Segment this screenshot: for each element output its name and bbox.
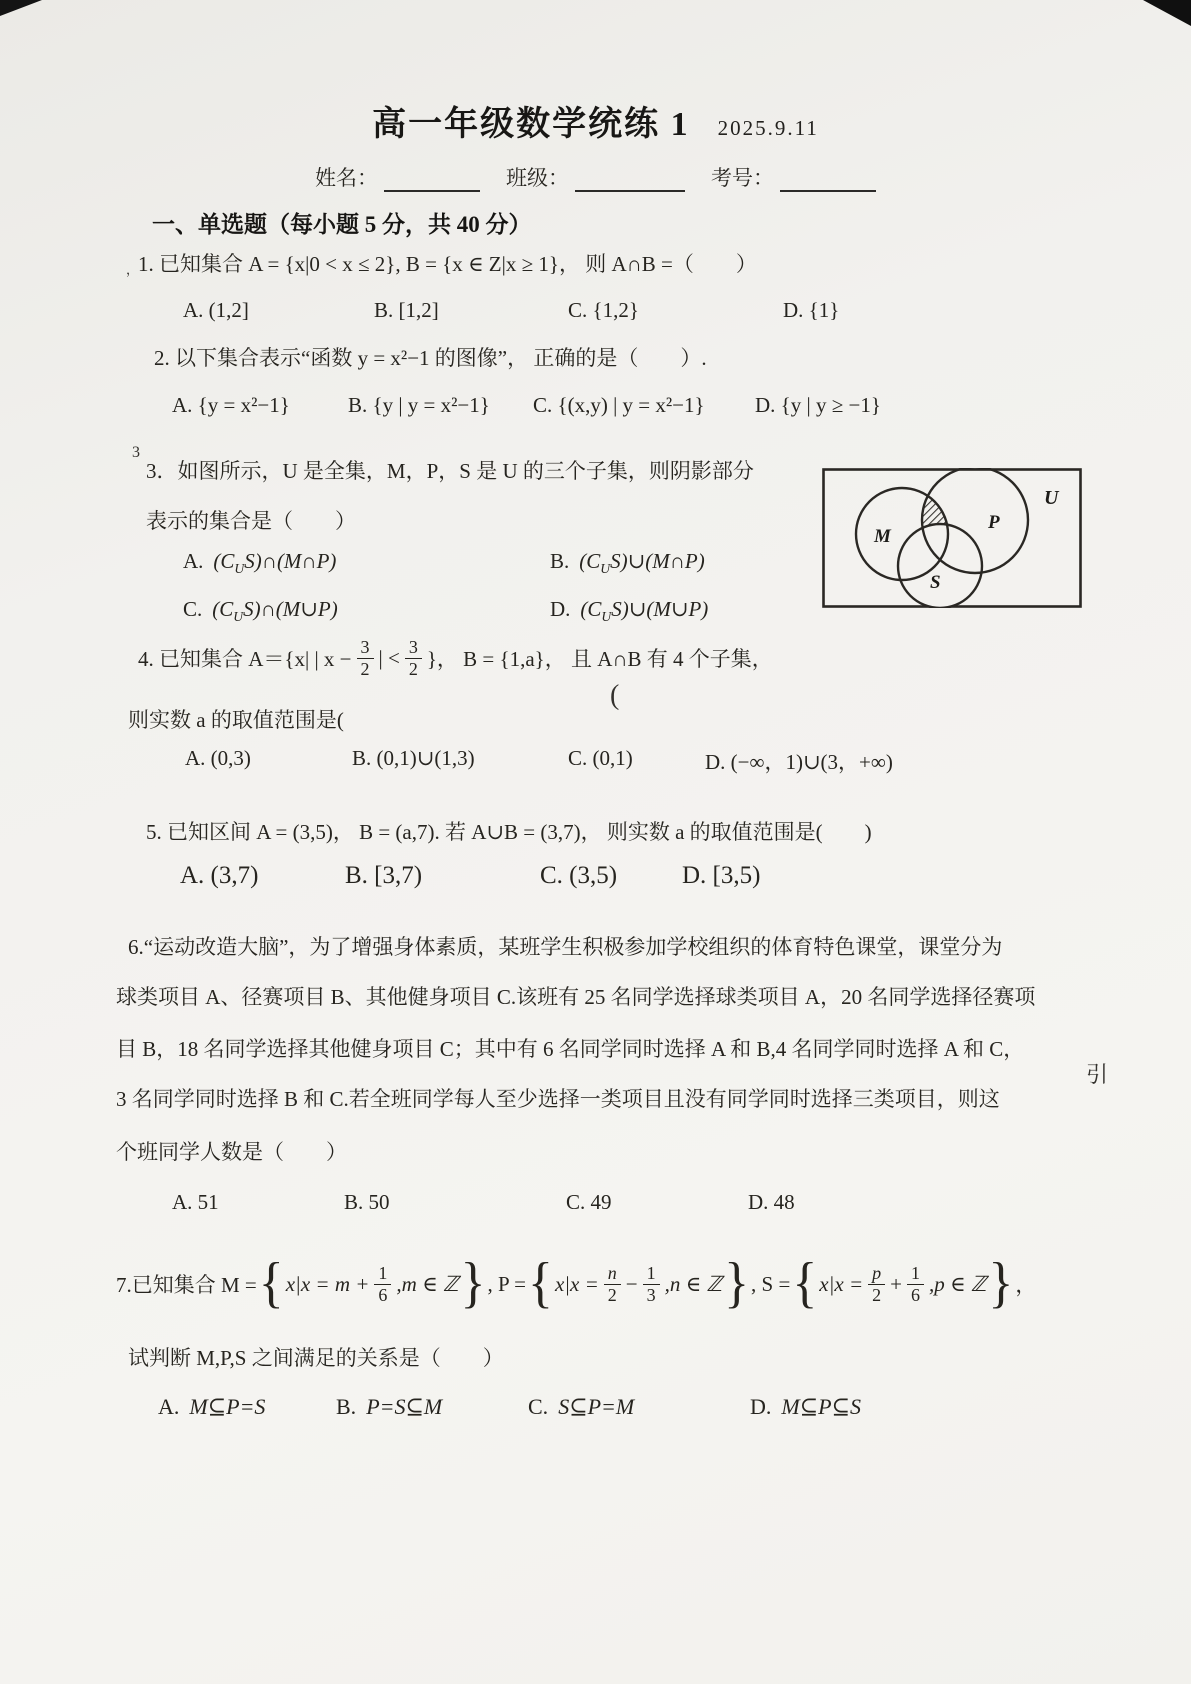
label-u: U xyxy=(1044,487,1059,509)
complement-sub: U xyxy=(233,609,244,625)
page-title: 高一年级数学统练 1 xyxy=(372,106,690,143)
class-label: 班级： xyxy=(506,166,569,190)
fraction-denominator: 2 xyxy=(360,658,370,679)
q5-stem: 5. 已知区间 A = (3,5)， B = (a,7). 若 A∪B = (3,7)， 则实数 a 的取值范围是( ) xyxy=(146,820,872,844)
option-math xyxy=(212,597,338,625)
exam-date: 2025.9.11 xyxy=(717,116,819,140)
q7-option-b xyxy=(336,1394,442,1420)
q7-seg8: x|x = xyxy=(819,1271,864,1296)
option-rest: S)∩(M∪P) xyxy=(243,597,338,621)
class-blank xyxy=(575,168,685,192)
option-math xyxy=(580,597,709,625)
exam-number-blank xyxy=(780,168,876,192)
q5-option-c: C. (3,5) xyxy=(540,862,618,889)
q3-stem-line1: 3．如图所示，U 是全集，M，P，S 是 U 的三个子集，则阴影部分 xyxy=(146,459,754,483)
fraction-numerator: 1 xyxy=(374,1263,391,1284)
q1-option-d: D. {1} xyxy=(783,298,840,322)
fraction-1-6 xyxy=(907,1263,924,1304)
photo-corner-top-left xyxy=(0,0,42,16)
q4-option-c: C. (0,1) xyxy=(568,746,633,770)
right-brace: } xyxy=(724,1252,750,1314)
fraction-3-2 xyxy=(357,637,374,678)
q3-option-b xyxy=(550,549,705,577)
q7-option-a xyxy=(158,1394,265,1420)
fraction-p-2 xyxy=(868,1263,885,1304)
exam-number-label: 考号： xyxy=(711,166,774,190)
q5-option-b: B. [3,7) xyxy=(345,862,423,889)
q4-seg2: | < xyxy=(378,645,400,670)
q4-stem xyxy=(138,634,773,682)
q7-seg1: x|x = m + xyxy=(285,1271,370,1296)
q5-options-row xyxy=(0,862,1191,896)
q7-seg0: 7.已知集合 M = xyxy=(116,1273,257,1297)
q6-stem-line5: 个班同学人数是（ ） xyxy=(116,1140,347,1164)
fraction-numerator: p xyxy=(868,1263,885,1284)
q7-options-row xyxy=(0,1394,1191,1428)
fraction-denominator: 6 xyxy=(378,1284,388,1305)
venn-diagram xyxy=(822,468,1082,613)
q4-option-b: B. (0,1)∪(1,3) xyxy=(352,746,475,770)
option-math: M⊆P=S xyxy=(189,1394,266,1419)
q4-seg1: 4. 已知集合 A＝{x| | x − xyxy=(138,647,352,671)
q3-stem-line2: 表示的集合是（ ） xyxy=(146,509,356,533)
q7-seg5: − xyxy=(625,1271,638,1296)
q5-option-a: A. (3,7) xyxy=(180,862,259,889)
option-math: M⊆P⊆S xyxy=(781,1394,862,1419)
option-rest: S)∪(M∩P) xyxy=(610,549,705,573)
complement-sub: U xyxy=(600,561,611,577)
q6-stem-line2: 球类项目 A、径赛项目 B、其他健身项目 C.该班有 25 名同学选择球类项目 A，20 名同学选择径赛项 xyxy=(116,985,1036,1009)
fraction-n-2 xyxy=(604,1263,621,1304)
photo-corner-top-right xyxy=(1143,0,1191,26)
complement-c: (C xyxy=(580,597,602,621)
q7-seg11: ， xyxy=(1015,1273,1037,1297)
option-math xyxy=(213,549,337,577)
q7-seg6: ,n ∈ ℤ xyxy=(664,1271,723,1296)
fraction-3-2 xyxy=(405,637,422,678)
q6-stem-line1: 6.“运动改造大脑”，为了增强身体素质，某班学生积极参加学校组织的体育特色课堂，课堂分为 xyxy=(128,935,1003,959)
option-label: C. xyxy=(183,597,203,621)
q4-options-row xyxy=(0,746,1191,780)
fraction-1-6 xyxy=(374,1263,391,1304)
left-brace: { xyxy=(792,1252,818,1314)
option-label: A. xyxy=(158,1394,180,1419)
q7-option-c xyxy=(528,1394,634,1420)
q2-option-b: B. {y | y = x²−1} xyxy=(348,393,490,417)
q6-stray-mark: 引 xyxy=(1086,1062,1109,1087)
left-brace: { xyxy=(258,1252,284,1314)
q7-seg10: ,p ∈ ℤ xyxy=(928,1271,987,1296)
q1-option-b: B. [1,2] xyxy=(374,298,439,322)
label-m: M xyxy=(874,526,891,547)
fraction-1-3 xyxy=(643,1263,660,1304)
complement-c: (C xyxy=(212,597,234,621)
option-label: C. xyxy=(528,1394,549,1419)
q2-options-row xyxy=(0,393,1191,427)
q4-option-a: A. (0,3) xyxy=(185,746,251,770)
q7-stem-line2: 试判断 M,P,S 之间满足的关系是（ ） xyxy=(128,1346,504,1370)
name-blank xyxy=(384,168,480,192)
option-math: P=S⊆M xyxy=(366,1394,443,1419)
q2-stem: 2. 以下集合表示“函数 y = x²−1 的图像”， 正确的是（ ）. xyxy=(154,346,707,370)
fraction-denominator: 2 xyxy=(408,658,418,679)
left-brace: { xyxy=(527,1252,553,1314)
option-math: S⊆P=M xyxy=(558,1394,635,1419)
q3-stray-superscript: 3 xyxy=(132,444,140,461)
fraction-numerator: 3 xyxy=(405,637,422,658)
q7-seg9: + xyxy=(890,1271,902,1296)
fraction-denominator: 6 xyxy=(910,1284,920,1305)
q4-stem-line2: 则实数 a 的取值范围是( xyxy=(128,708,344,732)
complement-sub: U xyxy=(601,609,612,625)
q1-options-row xyxy=(0,298,1191,332)
fraction-denominator: 3 xyxy=(646,1284,656,1305)
q6-options-row xyxy=(0,1190,1191,1224)
fraction-denominator: 2 xyxy=(872,1284,882,1305)
q4-seg3: }， B = {1,a}， 且 A∩B 有 4 个子集， xyxy=(426,647,773,671)
complement-sub: U xyxy=(234,561,245,577)
q1-option-a: A. (1,2] xyxy=(183,298,249,322)
q3-option-c xyxy=(183,597,338,625)
q1-stem: 1. 已知集合 A = {x|0 < x ≤ 2}, B = {x ∈ Z|x ≥ 1}， 则 A∩B =（ ） xyxy=(138,252,757,276)
section-heading: 一、单选题（每小题 5 分，共 40 分） xyxy=(152,212,532,237)
q1-option-c: C. {1,2} xyxy=(568,298,639,322)
q3-option-d xyxy=(550,597,708,625)
student-info-row xyxy=(0,162,1191,192)
q7-seg4: x|x = xyxy=(554,1271,599,1296)
q7-seg2: ,m ∈ ℤ xyxy=(396,1271,459,1296)
q5-option-d: D. [3,5) xyxy=(682,862,761,889)
venn-svg xyxy=(822,468,1082,608)
option-label: A. xyxy=(183,549,204,573)
q3-option-a xyxy=(183,549,336,577)
right-brace: } xyxy=(460,1252,486,1314)
name-label: 姓名： xyxy=(315,166,378,190)
q6-option-a: A. 51 xyxy=(172,1190,219,1214)
q6-stem-line3: 目 B，18 名同学选择其他健身项目 C；其中有 6 名同学同时选择 A 和 B,4 名同学同时选择 A 和 C， xyxy=(116,1037,1025,1061)
option-rest: S)∪(M∪P) xyxy=(611,597,709,621)
q1-stray-mark: ， xyxy=(126,262,140,277)
option-rest: S)∩(M∩P) xyxy=(244,549,337,573)
q6-option-b: B. 50 xyxy=(344,1190,390,1214)
fraction-numerator: 1 xyxy=(907,1263,924,1284)
q7-stem xyxy=(116,1252,1036,1316)
q6-option-d: D. 48 xyxy=(748,1190,795,1214)
q7-seg3: , P = xyxy=(487,1271,526,1296)
complement-c: (C xyxy=(579,549,601,573)
q2-option-a: A. {y = x²−1} xyxy=(172,393,290,417)
q2-option-c: C. {(x,y) | y = x²−1} xyxy=(533,393,705,417)
q4-option-d: D. (−∞，1)∪(3，+∞) xyxy=(705,750,893,774)
title-row xyxy=(0,96,1191,145)
fraction-denominator: 2 xyxy=(607,1284,617,1305)
complement-c: (C xyxy=(213,549,235,573)
fraction-numerator: 3 xyxy=(357,637,374,658)
q7-seg7: , S = xyxy=(751,1271,791,1296)
option-label: B. xyxy=(550,549,570,573)
q2-option-d: D. {y | y ≥ −1} xyxy=(755,393,881,417)
fraction-numerator: n xyxy=(604,1263,621,1284)
option-label: B. xyxy=(336,1394,357,1419)
q7-option-d xyxy=(750,1394,861,1420)
option-math xyxy=(579,549,705,577)
label-p: P xyxy=(988,512,1000,533)
q6-stem-line4: 3 名同学同时选择 B 和 C.若全班同学每人至少选择一类项目且没有同学同时选择三类项目，则这 xyxy=(116,1087,1000,1111)
q4-stray-paren: ( xyxy=(610,680,620,711)
q6-option-c: C. 49 xyxy=(566,1190,612,1214)
option-label: D. xyxy=(750,1394,772,1419)
right-brace: } xyxy=(988,1252,1014,1314)
option-label: D. xyxy=(550,597,571,621)
fraction-numerator: 1 xyxy=(643,1263,660,1284)
label-s: S xyxy=(930,572,941,593)
